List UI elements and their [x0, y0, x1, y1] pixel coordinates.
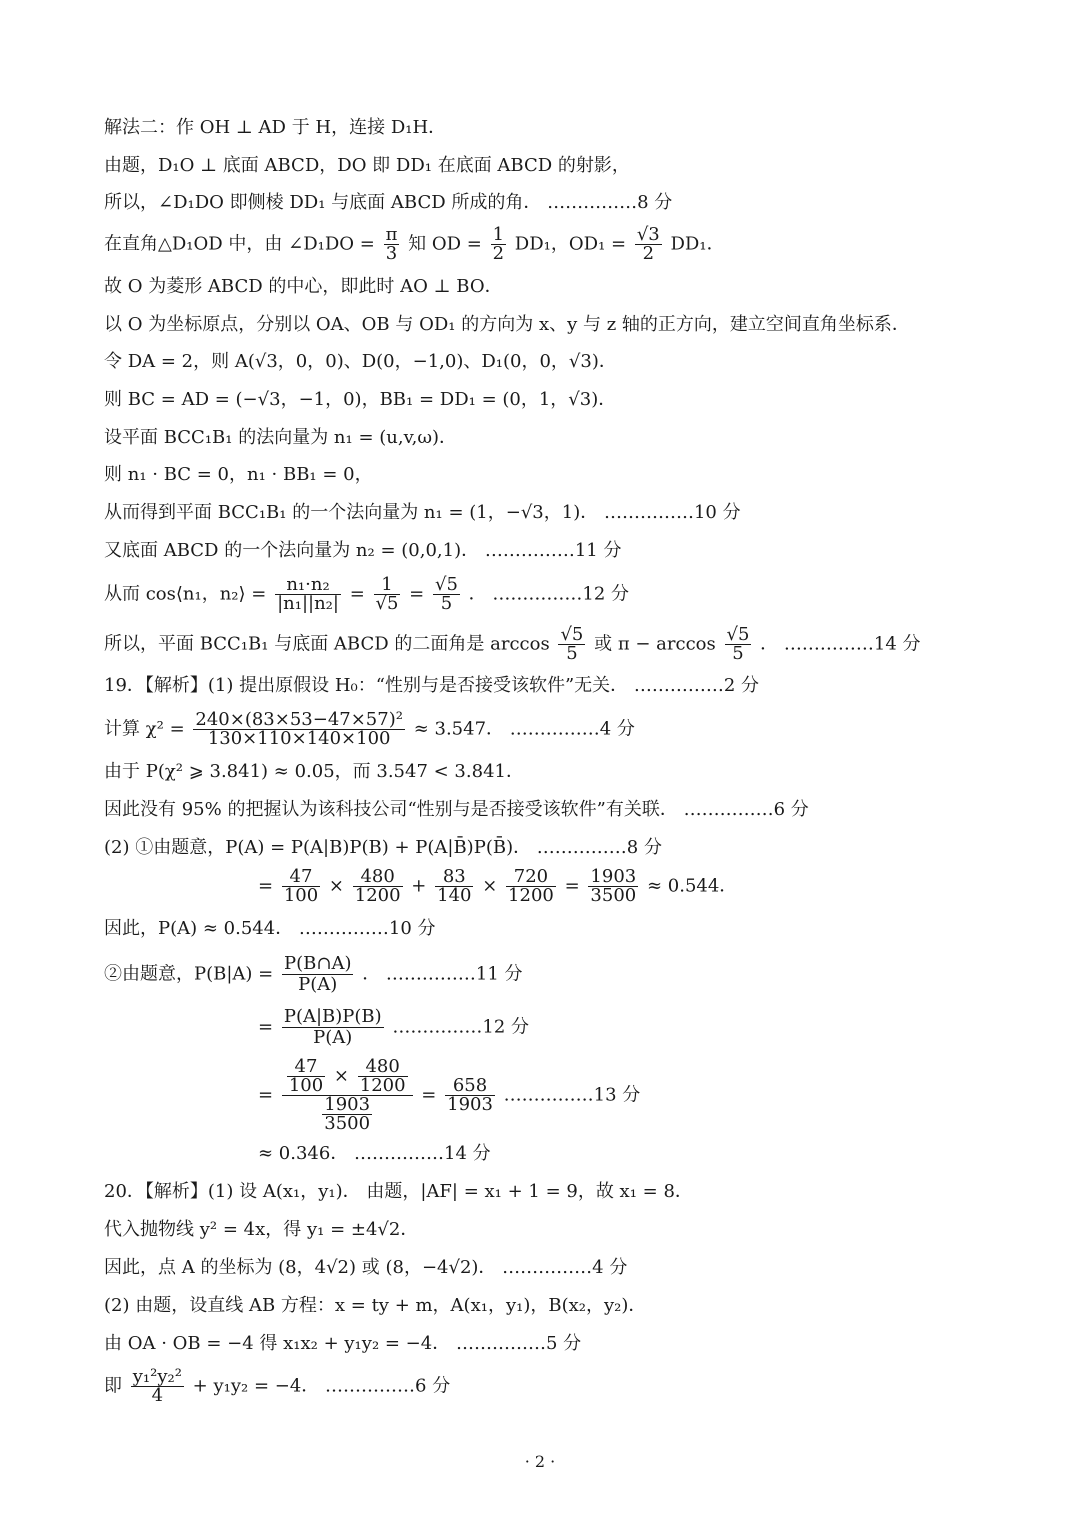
fraction: [322, 1096, 372, 1133]
text-segment: 即: [104, 1375, 122, 1397]
text-segment: 计算 χ² =: [104, 718, 185, 740]
text-line: [104, 1368, 450, 1405]
fraction: [435, 868, 473, 905]
text-segment: DD₁．: [670, 233, 725, 255]
text-segment: ×: [333, 1065, 350, 1087]
fraction: [384, 226, 400, 263]
fraction-denominator: 5: [566, 643, 578, 664]
fraction-denominator: 1200: [508, 885, 554, 906]
text-segment: ． ……………12 分: [468, 583, 630, 605]
text-line: 以 O 为坐标原点，分别以 OA、OB 与 OD₁ 的方向为 x、y 与 z 轴的正方向，建立空间直角坐标系．: [104, 314, 910, 335]
text-segment: =: [258, 1084, 274, 1106]
text-line: 因此没有 95% 的把握认为该科技公司“性别与是否接受该软件”有关联． ……………6 分: [104, 799, 809, 820]
fraction: [353, 868, 403, 905]
fraction: [374, 576, 401, 613]
text-line: 代入抛物线 y² = 4x，得 y₁ = ±4√2．: [104, 1219, 419, 1240]
text-segment: +: [411, 875, 427, 897]
text-line: 解法二：作 OH ⊥ AD 于 H，连接 D₁H．: [104, 117, 447, 138]
text-line: 故 O 为菱形 ABCD 的中心，即此时 AO ⊥ BO．: [104, 276, 503, 297]
text-segment: =: [421, 1084, 437, 1106]
fraction: [635, 226, 662, 263]
fraction-numerator: 1: [374, 576, 401, 595]
fraction: [725, 626, 752, 663]
fraction-numerator: 47: [282, 868, 320, 887]
fraction: [506, 868, 556, 905]
fraction-numerator: 720: [506, 868, 556, 887]
text-line: [104, 576, 629, 613]
text-line: [258, 1058, 640, 1133]
text-segment: + y₁y₂ = −4． ……………6 分: [192, 1375, 451, 1397]
fraction: [491, 226, 506, 263]
fraction: [558, 626, 585, 663]
fraction-numerator: 1903: [324, 1094, 371, 1115]
text-segment: 知 OD =: [408, 233, 482, 255]
fraction: [588, 868, 638, 905]
fraction-numerator: P(A|B)P(B): [283, 1006, 382, 1027]
fraction-numerator: π: [385, 224, 398, 245]
fraction-denominator: [282, 1096, 413, 1133]
text-line: [104, 226, 725, 263]
text-line: 从而得到平面 BCC₁B₁ 的一个法向量为 n₁ = (1，−√3，1)． ……………10 分: [104, 502, 741, 523]
fraction-numerator: 480: [358, 1058, 408, 1077]
text-segment: =: [409, 583, 425, 605]
text-segment: 从而 cos⟨n₁，n₂⟩ =: [104, 583, 267, 605]
fraction-numerator: √5: [435, 574, 458, 595]
fraction: [282, 954, 353, 995]
fraction-denominator: 1903: [447, 1094, 493, 1115]
text-line: 因此，点 A 的坐标为 (8，4√2) 或 (8，−4√2)． ……………4 分: [104, 1257, 628, 1278]
text-segment: 所以，平面 BCC₁B₁ 与底面 ABCD 的二面角是 arccos: [104, 633, 550, 655]
fraction-denominator: 3500: [590, 885, 637, 906]
fraction-denominator: 5: [440, 593, 453, 614]
text-segment: ≈ 3.547． ……………4 分: [413, 718, 635, 740]
fraction-numerator: [282, 1058, 413, 1096]
fraction-numerator: 83: [435, 868, 473, 887]
text-line: [104, 711, 635, 748]
fraction-numerator: 1903: [590, 866, 637, 887]
fraction-denominator: 100: [283, 885, 319, 906]
fraction-numerator: √5: [726, 624, 750, 645]
fraction: [358, 1058, 408, 1095]
fraction-denominator: P(A): [313, 1027, 353, 1048]
text-line: 由题，D₁O ⊥ 底面 ABCD，DO 即 DD₁ 在底面 ABCD 的射影，: [104, 155, 630, 176]
fraction-numerator: y₁²y₂²: [132, 1366, 182, 1387]
text-line: 19．【解析】(1) 提出原假设 H₀：“性别与是否接受该软件”无关． ……………2 分: [104, 675, 760, 696]
text-line: 由于 P(χ² ⩾ 3.841) ≈ 0.05，而 3.547 < 3.841．: [104, 761, 524, 782]
fraction-denominator: 3500: [324, 1113, 371, 1134]
text-line: ≈ 0.346． ……………14 分: [258, 1143, 491, 1164]
fraction-numerator: n₁·n₂: [275, 576, 341, 595]
fraction-numerator: 240×(83×53−47×57)²: [195, 709, 403, 730]
text-segment: DD₁，OD₁ =: [514, 233, 627, 255]
page-number: · 2 ·: [524, 1452, 556, 1471]
text-segment: ……………12 分: [392, 1016, 530, 1038]
fraction-denominator: 130×110×140×100: [207, 728, 391, 749]
text-segment: =: [258, 1016, 274, 1038]
text-line: 由 OA · OB = −4 得 x₁x₂ + y₁y₂ = −4． ……………5 分: [104, 1333, 582, 1354]
fraction-denominator: 5: [732, 643, 744, 664]
text-line: 又底面 ABCD 的一个法向量为 n₂ = (0,0,1)． ……………11 分: [104, 540, 622, 561]
text-line: 所以，∠D₁DO 即侧棱 DD₁ 与底面 ABCD 所成的角． ……………8 分: [104, 192, 673, 213]
fraction: [131, 1368, 184, 1405]
text-line: 20．【解析】(1) 设 A(x₁，y₁)． 由题，|AF| = x₁ + 1 = 9，故 x₁ = 8．: [104, 1181, 693, 1202]
text-line: [258, 868, 737, 905]
fraction: [433, 576, 460, 613]
text-segment: ． ……………11 分: [362, 963, 523, 985]
fraction-denominator: 100: [288, 1075, 324, 1096]
text-segment: 或 π − arccos: [594, 633, 716, 655]
text-segment: ②由题意，P(B|A) =: [104, 963, 274, 985]
fraction: [193, 711, 405, 748]
text-segment: ≈ 0.544．: [646, 875, 738, 897]
fraction-denominator: P(A): [298, 974, 338, 995]
text-line: 则 BC = AD = (−√3，−1，0)，BB₁ = DD₁ = (0，1，√3)．: [104, 389, 617, 410]
fraction-denominator: 140: [437, 885, 472, 906]
fraction: [287, 1058, 325, 1095]
fraction-denominator: 3: [385, 243, 398, 264]
fraction-numerator: 658: [445, 1077, 495, 1096]
text-segment: ． ……………14 分: [760, 633, 921, 655]
text-line: 因此，P(A) ≈ 0.544． ……………10 分: [104, 918, 436, 939]
fraction: [282, 868, 320, 905]
text-line: (2) ①由题意，P(A) = P(A|B)P(B) + P(A|B̄)P(B̄)． ……………8 分: [104, 837, 662, 858]
fraction: [445, 1077, 495, 1114]
fraction-denominator: 4: [151, 1385, 164, 1406]
fraction-numerator: √3: [636, 224, 660, 245]
text-segment: ……………13 分: [503, 1084, 641, 1106]
fraction-numerator: 480: [353, 868, 403, 887]
text-segment: ×: [482, 875, 498, 897]
text-line: [258, 1007, 529, 1048]
fraction-numerator: 47: [287, 1058, 325, 1077]
fraction-numerator: √5: [560, 624, 584, 645]
text-line: 令 DA = 2，则 A(√3，0，0)、D(0，−1,0)、D₁(0，0，√3)．: [104, 351, 617, 372]
fraction-denominator: 2: [492, 243, 505, 264]
text-line: 则 n₁ · BC = 0，n₁ · BB₁ = 0，: [104, 464, 373, 485]
fraction-denominator: 2: [642, 243, 655, 264]
fraction-denominator: √5: [375, 593, 399, 614]
text-segment: ×: [328, 875, 345, 897]
fraction: [275, 576, 341, 613]
fraction-denominator: 1200: [354, 885, 401, 906]
text-segment: =: [349, 583, 365, 605]
text-line: 设平面 BCC₁B₁ 的法向量为 n₁ = (u,v,ω)．: [104, 427, 458, 448]
fraction-denominator: |n₁||n₂|: [277, 593, 339, 614]
text-segment: =: [564, 875, 580, 897]
text-line: [104, 954, 523, 995]
text-line: (2) 由题，设直线 AB 方程：x = ty + m，A(x₁，y₁)，B(x₂，y₂)．: [104, 1295, 647, 1316]
fraction-numerator: P(B∩A): [284, 953, 352, 974]
fraction-denominator: 1200: [359, 1075, 406, 1096]
fraction: [282, 1007, 384, 1048]
text-line: [104, 626, 921, 663]
text-segment: =: [258, 875, 274, 897]
fraction-numerator: 1: [492, 224, 505, 245]
compound-fraction: [282, 1058, 413, 1133]
text-segment: 在直角△D₁OD 中，由 ∠D₁DO =: [104, 233, 375, 255]
